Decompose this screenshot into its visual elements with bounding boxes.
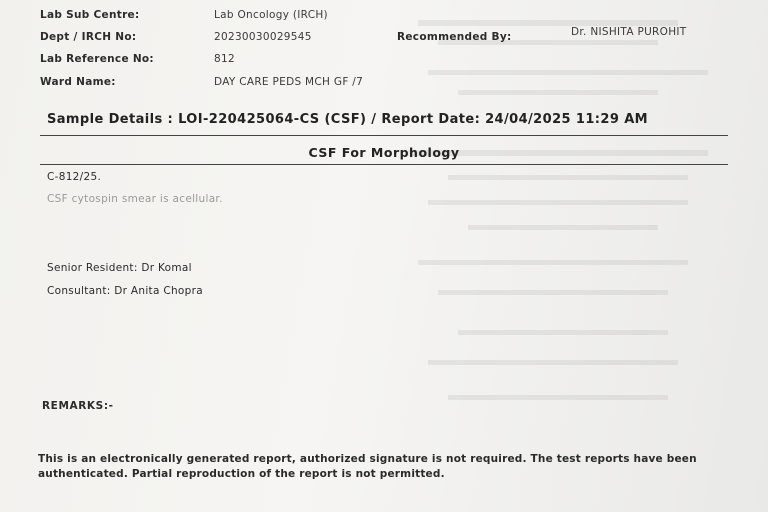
recommended-by (397, 26, 687, 43)
consultant: Consultant: Dr Anita Chopra (47, 285, 203, 297)
ward-name-label: Ward Name: (40, 76, 116, 88)
lab-reference-label: Lab Reference No: (40, 53, 154, 65)
reference-code: C-812/25. (47, 171, 102, 183)
divider-bottom (40, 164, 728, 165)
remarks-label: REMARKS:- (42, 400, 114, 412)
divider-top (40, 135, 728, 136)
dept-irch-value: 20230030029545 (214, 31, 312, 43)
lab-sub-centre-label: Lab Sub Centre: (40, 9, 140, 21)
disclaimer: This is an electronically generated report, authorized signature is not required. The test reports have been authenticated. Partial reproduction of the report is not permitted. (38, 453, 697, 480)
ward-name-value: DAY CARE PEDS MCH GF /7 (214, 76, 364, 88)
sample-details: Sample Details : LOI-220425064-CS (CSF) / Report Date: 24/04/2025 11:29 AM (47, 112, 648, 127)
lab-reference-value: 812 (214, 53, 235, 65)
recommended-by-label: Recommended By: (397, 31, 512, 43)
bleed-through-texture (398, 0, 738, 430)
dept-irch-label: Dept / IRCH No: (40, 31, 137, 43)
lab-sub-centre-value: Lab Oncology (IRCH) (214, 9, 328, 21)
recommended-by-value: Dr. NISHITA PUROHIT (571, 26, 687, 38)
senior-resident: Senior Resident: Dr Komal (47, 262, 192, 274)
finding-text: CSF cytospin smear is acellular. (47, 193, 223, 205)
section-title: CSF For Morphology (308, 145, 460, 160)
